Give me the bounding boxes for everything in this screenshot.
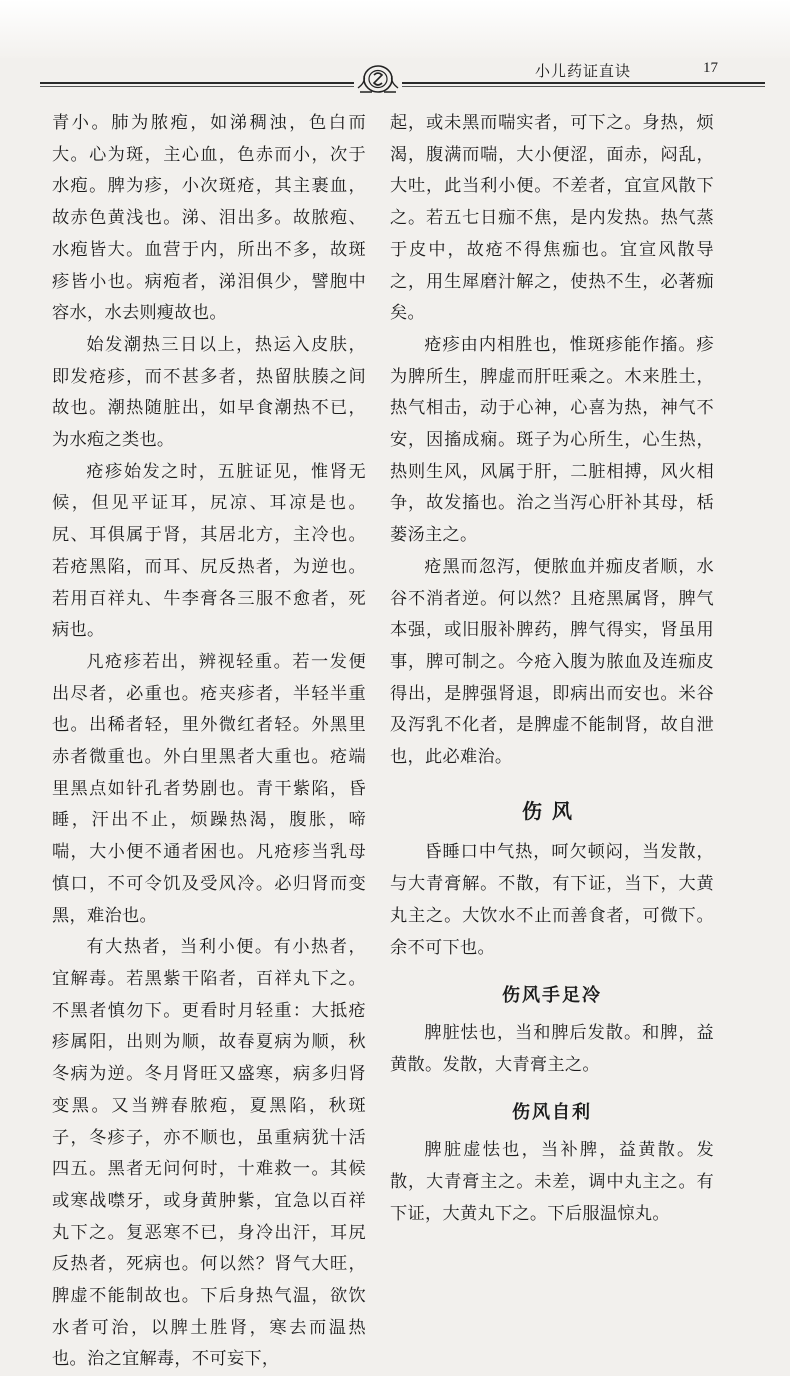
- paragraph: 青小。肺为脓疱，如涕稠浊，色白而大。心为斑，主心血，色赤而小，次于水疱。脾为疹，小次斑疮，其主裹血，故赤色黄浅也。涕、泪出多。故脓疱、水疱皆大。血营于内，所出不多，故斑疹皆小也。病疱者，涕泪俱少，譬胞中容水，水去则瘦故也。: [52, 113, 366, 324]
- paragraph: 疮疹始发之时，五脏证见，惟肾无候，但见平证耳，尻凉、耳凉是也。尻、耳俱属于肾，其居北方，主冷也。若疮黑陷，而耳、尻反热者，为逆也。若用百祥丸、牛李膏各三服不愈者，死病也。: [52, 461, 366, 641]
- header-rule: [40, 82, 765, 84]
- left-column: [52, 108, 366, 1376]
- page-number: 17: [703, 60, 718, 76]
- paragraph: 有大热者，当利小便。有小热者，宜解毒。若黑紫干陷者，百祥丸下之。不黑者慎勿下。更看时月轻重：大抵疮疹属阳，出则为顺，故春夏病为顺，秋冬病为逆。冬月肾旺又盛寒，病多归肾变黑。又当辨春脓疱，夏黑陷，秋斑子，冬疹子，亦不顺也，虽重病犹十活四五。黑者无问何时，十难救一。其候或寒战噤牙，或身黄肿紫，宜急以百祥丸下之。复恶寒不已，身冷出汗，耳尻反热者，死病也。何以然？肾气大旺，脾虚不能制故也。下后身热气温，欲饮水者可治，以脾土胜肾，寒去而温热也。治之宜解毒，不可妄下，: [52, 937, 366, 1370]
- paragraph: 疮黑而忽泻，便脓血并痂皮者顺，水谷不消者逆。何以然？且疮黑属肾，脾气本强，或旧服补脾药，脾气得实，肾虽用事，脾可制之。今疮入腹为脓血及连痂皮得出，是脾强肾退，即病出而安也。米谷及泻乳不化者，是脾虚不能制肾，故自泄也，此必难治。: [390, 556, 714, 768]
- page-header: [40, 58, 765, 92]
- right-column: [390, 108, 714, 1230]
- paragraph: 脾脏怯也，当和脾后发散。和脾，益黄散。发散，大青膏主之。: [390, 1022, 714, 1075]
- paragraph: 脾脏虚怯也，当补脾，益黄散。发散，大青膏主之。未差，调中丸主之。有下证，大黄丸下之。下后服温惊丸。: [390, 1140, 714, 1224]
- paragraph: 凡疮疹若出，辨视轻重。若一发便出尽者，必重也。疮夹疹者，半轻半重也。出稀者轻，里外微红者轻。外黑里赤者微重也。外白里黑者大重也。疮端里黑点如针孔者势剧也。青干紫陷，昏睡，汗出不止，烦躁热渴，腹胀，啼喘，大小便不通者困也。凡疮疹当乳母慎口，不可令饥及受风冷。必归肾而变黑，难治也。: [52, 651, 366, 926]
- paragraph: 疮疹由内相胜也，惟斑疹能作搐。疹为脾所生，脾虚而肝旺乘之。木来胜土，热气相击，动于心神，心喜为热，神气不安，因搐成痫。斑子为心所生，心生热，热则生风，风属于肝，二脏相搏，风火相争，故发搐也。治之当泻心肝补其母，栝蒌汤主之。: [390, 334, 714, 546]
- header-rule-thin: [40, 86, 765, 87]
- subsection-heading: 伤风手足冷: [502, 985, 602, 1007]
- running-title: 小儿药证直诀: [535, 62, 632, 80]
- paragraph: 昏睡口中气热，呵欠顿闷，当发散，与大青膏解。不散，有下证，当下，大黄丸主之。大饮水不止而善食者，可微下。余不可下也。: [390, 842, 714, 958]
- page-top-shade: [0, 0, 790, 58]
- paragraph: 起，或未黑而喘实者，可下之。身热，烦渴，腹满而喘，大小便涩，面赤，闷乱，大吐，此当利小便。不差者，宜宣风散下之。若五七日痂不焦，是内发热。热气蒸于皮中，故疮不得焦痂也。宜宣风散导之，用生犀磨汁解之，使热不生，必著痂矣。: [390, 113, 714, 324]
- section-heading: 伤风: [522, 798, 582, 823]
- subsection-heading: 伤风自利: [512, 1102, 592, 1124]
- paragraph: 始发潮热三日以上，热运入皮肤，即发疮疹，而不甚多者，热留肤腠之间故也。潮热随脏出，如早食潮热不已，为水疱之类也。: [52, 334, 366, 451]
- emblem-icon: [354, 62, 402, 96]
